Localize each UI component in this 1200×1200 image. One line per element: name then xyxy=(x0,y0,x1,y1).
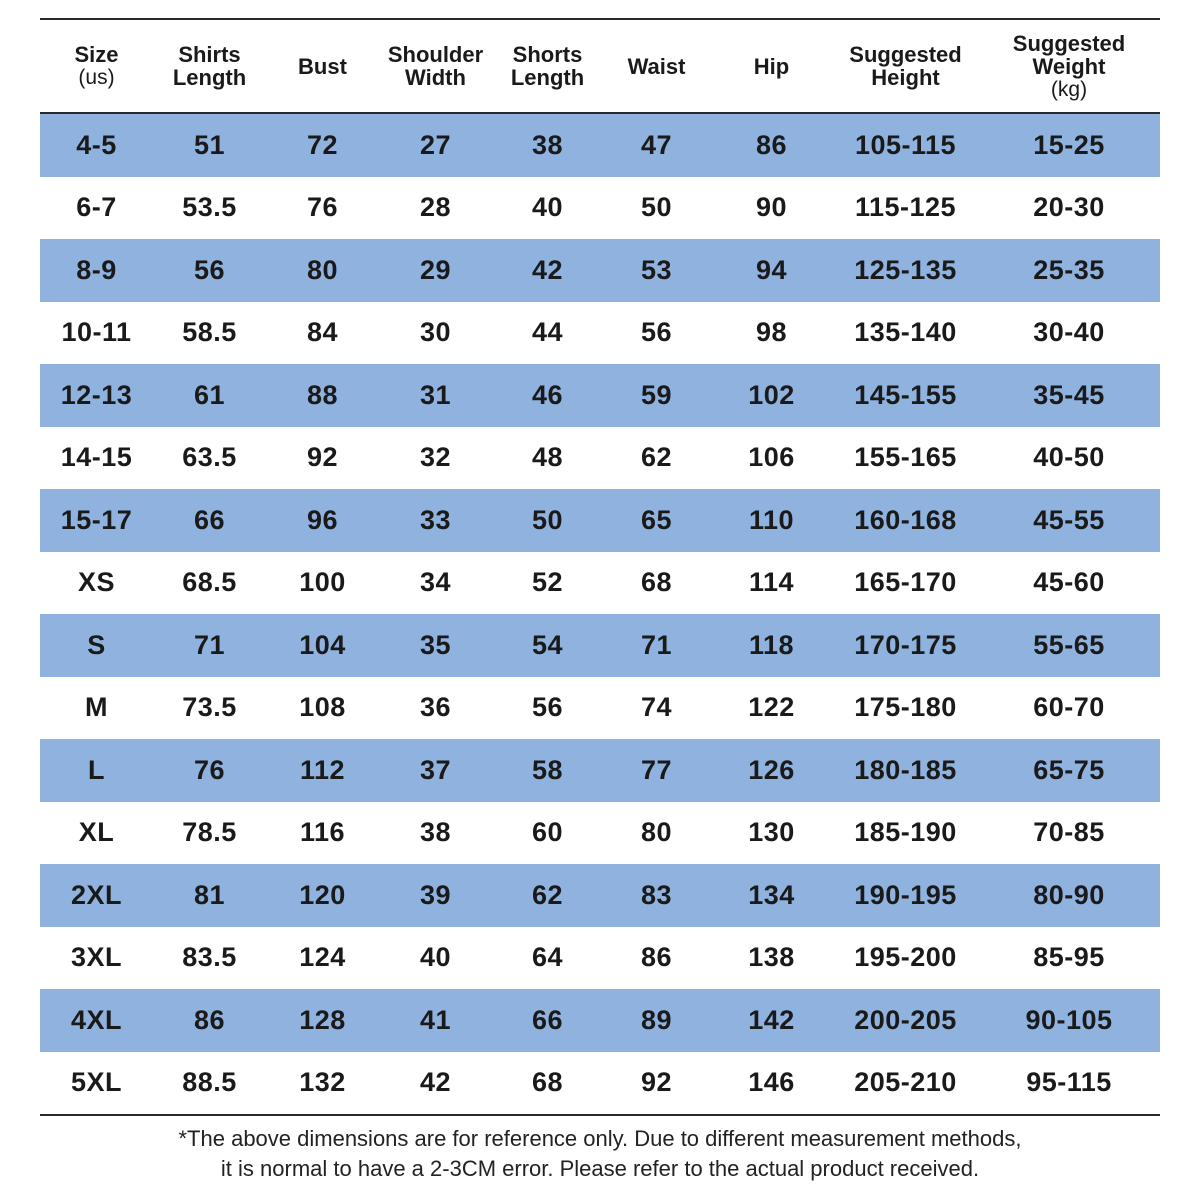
cell-shirts-length: 66 xyxy=(193,504,226,535)
bottom-rule xyxy=(40,1114,1160,1116)
cell-suggested-weight: 45-60 xyxy=(1033,567,1105,598)
table-row xyxy=(40,302,1160,365)
cell-bust: 116 xyxy=(299,817,346,848)
cell-size: 2XL xyxy=(70,879,123,910)
cell-shirts-length: 68.5 xyxy=(182,567,237,598)
table-row xyxy=(40,614,1160,677)
cell-waist: 62 xyxy=(640,442,673,473)
cell-shirts-length: 53.5 xyxy=(182,192,237,223)
cell-suggested-height: 105-115 xyxy=(854,129,957,160)
cell-suggested-height: 195-200 xyxy=(854,942,957,973)
header-suggested-height: Suggested Height xyxy=(849,42,962,90)
cell-shoulder-width: 41 xyxy=(419,1004,452,1035)
cell-suggested-height: 200-205 xyxy=(854,1004,957,1035)
cell-size: 3XL xyxy=(70,942,123,973)
cell-hip: 102 xyxy=(748,379,795,410)
disclaimer-line-1: *The above dimensions are for reference only. Due to different measurement methods, xyxy=(178,1126,1022,1151)
cell-size: M xyxy=(85,692,108,723)
cell-shirts-length: 58.5 xyxy=(182,317,237,348)
cell-shorts-length: 54 xyxy=(531,629,564,660)
cell-waist: 53 xyxy=(640,254,673,285)
cell-shoulder-width: 39 xyxy=(419,879,452,910)
cell-shorts-length: 62 xyxy=(531,879,564,910)
cell-size: 4-5 xyxy=(76,129,117,160)
cell-suggested-weight: 65-75 xyxy=(1033,754,1105,785)
cell-waist: 77 xyxy=(640,754,673,785)
cell-hip: 122 xyxy=(748,692,795,723)
cell-shorts-length: 42 xyxy=(531,254,564,285)
cell-bust: 84 xyxy=(306,317,339,348)
cell-suggested-weight: 60-70 xyxy=(1033,692,1105,723)
cell-waist: 47 xyxy=(640,129,673,160)
cell-shirts-length: 61 xyxy=(193,379,226,410)
cell-hip: 126 xyxy=(748,754,795,785)
cell-hip: 130 xyxy=(748,817,795,848)
cell-suggested-weight: 25-35 xyxy=(1033,254,1105,285)
cell-size: XS xyxy=(77,567,116,598)
cell-waist: 59 xyxy=(640,379,673,410)
cell-hip: 146 xyxy=(748,1067,795,1098)
header-bust: Bust xyxy=(298,53,347,79)
cell-shorts-length: 40 xyxy=(531,192,564,223)
cell-shoulder-width: 27 xyxy=(419,129,452,160)
cell-waist: 65 xyxy=(640,504,673,535)
cell-bust: 108 xyxy=(299,692,346,723)
cell-suggested-weight: 20-30 xyxy=(1033,192,1105,223)
cell-bust: 124 xyxy=(299,942,346,973)
header-waist: Waist xyxy=(627,53,686,79)
cell-hip: 118 xyxy=(748,629,795,660)
cell-shorts-length: 58 xyxy=(531,754,564,785)
table-row xyxy=(40,677,1160,740)
table-row xyxy=(40,802,1160,865)
cell-bust: 132 xyxy=(299,1067,346,1098)
cell-bust: 120 xyxy=(299,879,346,910)
header-suggested-weight: Suggested Weight (kg) xyxy=(978,32,1160,101)
cell-bust: 96 xyxy=(306,504,339,535)
cell-size: 10-11 xyxy=(61,317,132,348)
cell-hip: 98 xyxy=(755,317,788,348)
cell-suggested-weight: 85-95 xyxy=(1033,942,1105,973)
cell-size: 5XL xyxy=(70,1067,123,1098)
cell-bust: 76 xyxy=(306,192,339,223)
header-hip: Hip xyxy=(753,53,790,79)
table-row xyxy=(40,489,1160,552)
cell-shorts-length: 64 xyxy=(531,942,564,973)
cell-shirts-length: 71 xyxy=(193,629,226,660)
cell-shirts-length: 81 xyxy=(193,879,226,910)
cell-size: XL xyxy=(78,817,115,848)
table-row xyxy=(40,114,1160,177)
cell-shoulder-width: 34 xyxy=(419,567,452,598)
cell-shorts-length: 48 xyxy=(531,442,564,473)
cell-hip: 110 xyxy=(748,504,795,535)
cell-suggested-weight: 30-40 xyxy=(1033,317,1105,348)
cell-hip: 94 xyxy=(755,254,788,285)
disclaimer-note xyxy=(0,1124,1200,1184)
cell-waist: 83 xyxy=(640,879,673,910)
cell-suggested-weight: 40-50 xyxy=(1033,442,1105,473)
cell-size: 6-7 xyxy=(76,192,117,223)
cell-shorts-length: 50 xyxy=(531,504,564,535)
cell-suggested-height: 170-175 xyxy=(854,629,957,660)
cell-shirts-length: 73.5 xyxy=(182,692,237,723)
cell-suggested-weight: 55-65 xyxy=(1033,629,1105,660)
cell-shorts-length: 66 xyxy=(531,1004,564,1035)
cell-suggested-height: 205-210 xyxy=(854,1067,957,1098)
cell-size: 15-17 xyxy=(60,504,133,535)
cell-shoulder-width: 29 xyxy=(419,254,452,285)
cell-shoulder-width: 37 xyxy=(419,754,452,785)
cell-hip: 86 xyxy=(755,129,788,160)
cell-shorts-length: 38 xyxy=(531,129,564,160)
cell-suggested-weight: 35-45 xyxy=(1033,379,1105,410)
header-row xyxy=(40,20,1160,112)
cell-suggested-weight: 70-85 xyxy=(1033,817,1105,848)
cell-shoulder-width: 31 xyxy=(419,379,452,410)
table-row xyxy=(40,364,1160,427)
header-size: Size (us) xyxy=(40,43,153,89)
cell-shorts-length: 46 xyxy=(531,379,564,410)
cell-suggested-height: 185-190 xyxy=(854,817,957,848)
header-shoulder-width: Shoulder Width xyxy=(387,42,484,90)
cell-suggested-height: 155-165 xyxy=(854,442,957,473)
cell-shirts-length: 56 xyxy=(193,254,226,285)
cell-size: L xyxy=(88,754,105,785)
cell-hip: 90 xyxy=(755,192,788,223)
size-chart-table xyxy=(40,18,1160,1116)
cell-suggested-weight: 80-90 xyxy=(1033,879,1105,910)
cell-bust: 104 xyxy=(299,629,346,660)
cell-size: 4XL xyxy=(70,1004,123,1035)
table-row xyxy=(40,989,1160,1052)
cell-waist: 50 xyxy=(640,192,673,223)
cell-size: 14-15 xyxy=(60,442,133,473)
cell-waist: 74 xyxy=(640,692,673,723)
cell-hip: 106 xyxy=(748,442,795,473)
cell-shirts-length: 88.5 xyxy=(182,1067,237,1098)
cell-suggested-height: 175-180 xyxy=(854,692,957,723)
cell-shirts-length: 78.5 xyxy=(182,817,237,848)
cell-bust: 80 xyxy=(306,254,339,285)
cell-hip: 142 xyxy=(748,1004,795,1035)
cell-shorts-length: 68 xyxy=(531,1067,564,1098)
cell-suggested-height: 190-195 xyxy=(854,879,957,910)
cell-waist: 68 xyxy=(640,567,673,598)
header-weight-unit: (kg) xyxy=(1050,77,1088,101)
table-row xyxy=(40,927,1160,990)
cell-bust: 112 xyxy=(299,754,346,785)
cell-shoulder-width: 30 xyxy=(419,317,452,348)
table-row xyxy=(40,552,1160,615)
table-row xyxy=(40,239,1160,302)
cell-waist: 89 xyxy=(640,1004,673,1035)
cell-shirts-length: 63.5 xyxy=(182,442,237,473)
table-row xyxy=(40,1052,1160,1115)
cell-waist: 92 xyxy=(640,1067,673,1098)
cell-shoulder-width: 33 xyxy=(419,504,452,535)
cell-suggested-height: 165-170 xyxy=(854,567,957,598)
cell-bust: 128 xyxy=(299,1004,346,1035)
cell-shoulder-width: 36 xyxy=(419,692,452,723)
cell-shirts-length: 86 xyxy=(193,1004,226,1035)
table-body xyxy=(40,114,1160,1114)
cell-bust: 72 xyxy=(306,129,339,160)
cell-shoulder-width: 28 xyxy=(419,192,452,223)
cell-waist: 56 xyxy=(640,317,673,348)
cell-hip: 138 xyxy=(748,942,795,973)
cell-shorts-length: 56 xyxy=(531,692,564,723)
cell-shoulder-width: 42 xyxy=(419,1067,452,1098)
cell-suggested-weight: 90-105 xyxy=(1025,1004,1113,1035)
header-shorts-length: Shorts Length xyxy=(510,42,585,90)
cell-shoulder-width: 40 xyxy=(419,942,452,973)
cell-suggested-height: 160-168 xyxy=(854,504,957,535)
cell-shoulder-width: 38 xyxy=(419,817,452,848)
cell-suggested-weight: 45-55 xyxy=(1033,504,1105,535)
cell-suggested-height: 135-140 xyxy=(854,317,957,348)
header-size-unit: (us) xyxy=(78,66,115,89)
cell-bust: 100 xyxy=(299,567,346,598)
cell-waist: 86 xyxy=(640,942,673,973)
disclaimer-line-2: it is normal to have a 2-3CM error. Please refer to the actual product received. xyxy=(220,1156,980,1181)
cell-shirts-length: 51 xyxy=(193,129,226,160)
cell-shorts-length: 44 xyxy=(531,317,564,348)
cell-size: S xyxy=(87,629,106,660)
cell-waist: 80 xyxy=(640,817,673,848)
cell-shorts-length: 60 xyxy=(531,817,564,848)
cell-suggested-weight: 95-115 xyxy=(1026,1067,1112,1098)
cell-shirts-length: 83.5 xyxy=(182,942,237,973)
cell-suggested-height: 145-155 xyxy=(854,379,957,410)
cell-suggested-height: 180-185 xyxy=(854,754,957,785)
cell-bust: 88 xyxy=(306,379,339,410)
cell-waist: 71 xyxy=(640,629,673,660)
cell-size: 12-13 xyxy=(60,379,133,410)
header-shirts-length: Shirts Length xyxy=(172,42,247,90)
table-row xyxy=(40,864,1160,927)
cell-suggested-height: 115-125 xyxy=(854,192,957,223)
cell-hip: 114 xyxy=(748,567,795,598)
cell-shorts-length: 52 xyxy=(531,567,564,598)
cell-suggested-height: 125-135 xyxy=(854,254,957,285)
cell-shoulder-width: 35 xyxy=(419,629,452,660)
cell-size: 8-9 xyxy=(76,254,117,285)
cell-hip: 134 xyxy=(748,879,795,910)
cell-shirts-length: 76 xyxy=(193,754,226,785)
cell-bust: 92 xyxy=(306,442,339,473)
table-row xyxy=(40,177,1160,240)
table-row xyxy=(40,427,1160,490)
cell-shoulder-width: 32 xyxy=(419,442,452,473)
cell-suggested-weight: 15-25 xyxy=(1033,129,1105,160)
table-row xyxy=(40,739,1160,802)
